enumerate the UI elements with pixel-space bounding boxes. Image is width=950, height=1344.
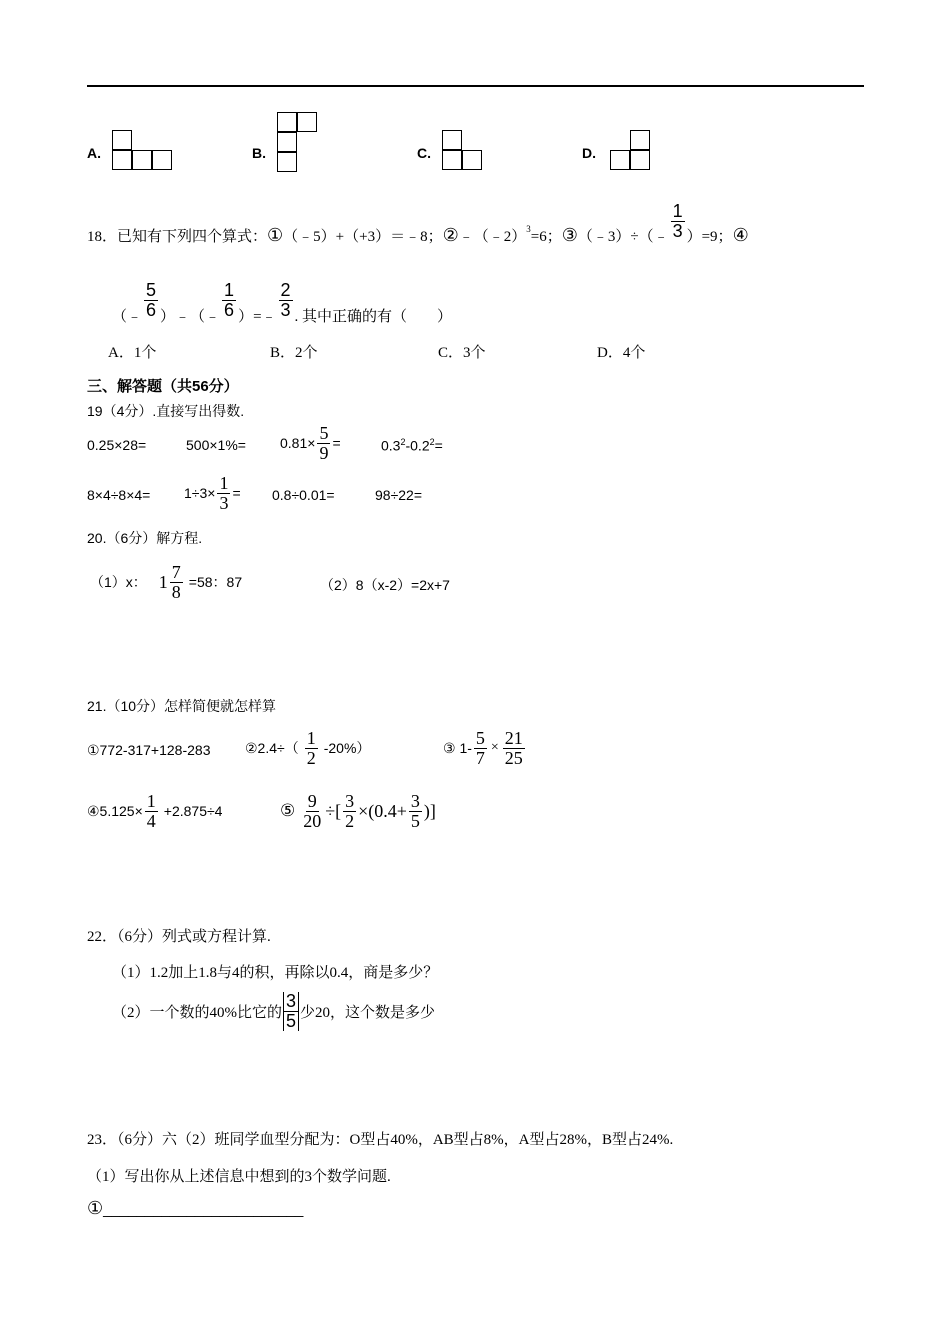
q18-marker-1: ① xyxy=(267,224,284,245)
q22-title: 22．（6分）列式或方程计算. xyxy=(87,929,271,945)
q18-marker-4: ④ xyxy=(732,224,749,245)
q19-r2c2-frac: $\frac{1}{3}$ xyxy=(219,473,229,513)
q18-expr-4c: ）=﹣ xyxy=(238,309,277,325)
q19-r1c2: 500×1%= xyxy=(186,437,246,453)
section-3-title: 三、解答题（共56分） xyxy=(87,378,239,395)
q22-part1: （1）1.2加上1.8与4的积，再除以0.4，商是多少？ xyxy=(112,965,439,981)
q21-expr-5-frac1: $\frac{9}{20}$ xyxy=(303,791,322,831)
q21-expr-2-frac: $\frac{1}{2}$ xyxy=(306,728,316,768)
header-rule xyxy=(87,85,864,87)
q19-r2c2: 1÷3× $\frac{1}{3}$ = xyxy=(184,473,241,513)
q21-title: 21.（10分）怎样简便就怎样算 xyxy=(87,698,277,714)
q18-expr-4b: ）﹣（﹣ xyxy=(160,309,221,325)
q19-r2c4: 98÷22= xyxy=(375,487,423,503)
q21-expr-3: ③ 1- $\frac{5}{7}$ × $\frac{21}{25}$ xyxy=(443,728,523,768)
q20-title: 20.（6分）解方程. xyxy=(87,530,203,546)
q18-line2 xyxy=(112,276,452,326)
q18-frac-4c: $\frac{2}{3}$ xyxy=(280,280,291,321)
q21-expr-1: ①772-317+128-283 xyxy=(87,742,211,758)
q18-expr-1: （﹣5）+（+3）＝﹣8； xyxy=(283,228,443,245)
q19-r1c1: 0.25×28= xyxy=(87,437,147,453)
q19-r2c3: 0.8÷0.01= xyxy=(272,487,335,503)
q21-expr-3-frac2: $\frac{21}{25}$ xyxy=(504,728,523,768)
q18-marker-3: ③ xyxy=(561,224,578,245)
q21-expr-5-frac3: $\frac{3}{5}$ xyxy=(410,791,420,831)
q21-expr-3-frac1: $\frac{5}{7}$ xyxy=(475,728,485,768)
q22-part2-frac: $\frac{3}{5}$ xyxy=(283,992,299,1031)
q18-frac-4b: $\frac{1}{6}$ xyxy=(224,280,235,321)
q23-part1: （1）写出你从上述信息中想到的3个数学问题. xyxy=(87,1169,391,1185)
q18-expr-2-exp: 3 xyxy=(526,224,531,234)
option-c-label: C. xyxy=(417,145,431,161)
q19-r1c4: $0.3^2-0.2^2=$ xyxy=(381,437,443,454)
q19-r1c3: 0.81× $\frac{5}{9}$ = xyxy=(280,423,341,463)
option-b-label: B. xyxy=(252,145,266,161)
option-d-label: D. xyxy=(582,145,596,161)
q18-expr-3a: （﹣3）÷（﹣ xyxy=(577,228,669,245)
q18-frac-4a: $\frac{5}{6}$ xyxy=(146,280,157,321)
q22-part2: （2）一个数的40%比它的 $\frac{3}{5}$ 少20，这个数是多少 xyxy=(112,991,436,1031)
q18-intro: 18．已知有下列四个算式： xyxy=(87,228,268,245)
q18-expr-4d: . 其中正确的有（ ） xyxy=(294,309,453,325)
q18-expr-2b: =6； xyxy=(530,228,562,245)
q19-r2c1: 8×4÷8×4= xyxy=(87,487,151,503)
q23-answer-1-line[interactable]: ________________________ xyxy=(103,1201,304,1218)
q19-r1c3-frac: $\frac{5}{9}$ xyxy=(319,423,329,463)
q21-expr-4-frac: $\frac{1}{4}$ xyxy=(146,791,156,831)
q21-expr-4: ④5.125× $\frac{1}{4}$ +2.875÷4 xyxy=(87,791,223,831)
q21-expr-5-frac2: $\frac{3}{2}$ xyxy=(345,791,355,831)
q23-answer-1: ①________________________ xyxy=(87,1198,304,1218)
q18-expr-2a: ﹣（﹣2） xyxy=(458,228,527,245)
q18-marker-2: ② xyxy=(442,224,459,245)
q20-part1-frac: $\frac{7}{8}$ xyxy=(171,562,181,602)
q20-part2: （2）8（x-2）=2x+7 xyxy=(320,577,450,593)
q21-expr-5: ⑤ $\frac{9}{20}$ ÷[ $\frac{3}{2}$ ×(0.4+ $\frac{3}{5}$ )] xyxy=(280,791,436,831)
q18-choice-a: A．1个 xyxy=(108,345,157,361)
q18-expr-4a: （﹣ xyxy=(112,309,143,325)
q19-title: 19（4分）.直接写出得数. xyxy=(87,403,245,419)
q18-choice-d: D．4个 xyxy=(597,345,646,361)
q20-part1: （1）x： 1 $\frac{7}{8}$ =58：87 xyxy=(90,562,243,602)
q18-choice-c: C．3个 xyxy=(438,345,486,361)
q23-title: 23．（6分）六（2）班同学血型分配为：O型占40%，AB型占8%，A型占28%，B型占24%. xyxy=(87,1132,674,1148)
q18-choice-b: B．2个 xyxy=(270,345,318,361)
q18-frac-3: $\frac{1}{3}$ xyxy=(672,200,683,241)
q18-line1 xyxy=(87,200,749,270)
q18-expr-3b: ）=9； xyxy=(686,228,733,245)
option-a-label: A. xyxy=(87,145,101,161)
q21-expr-2: ②2.4÷（ $\frac{1}{2}$ -20%） xyxy=(245,728,371,768)
